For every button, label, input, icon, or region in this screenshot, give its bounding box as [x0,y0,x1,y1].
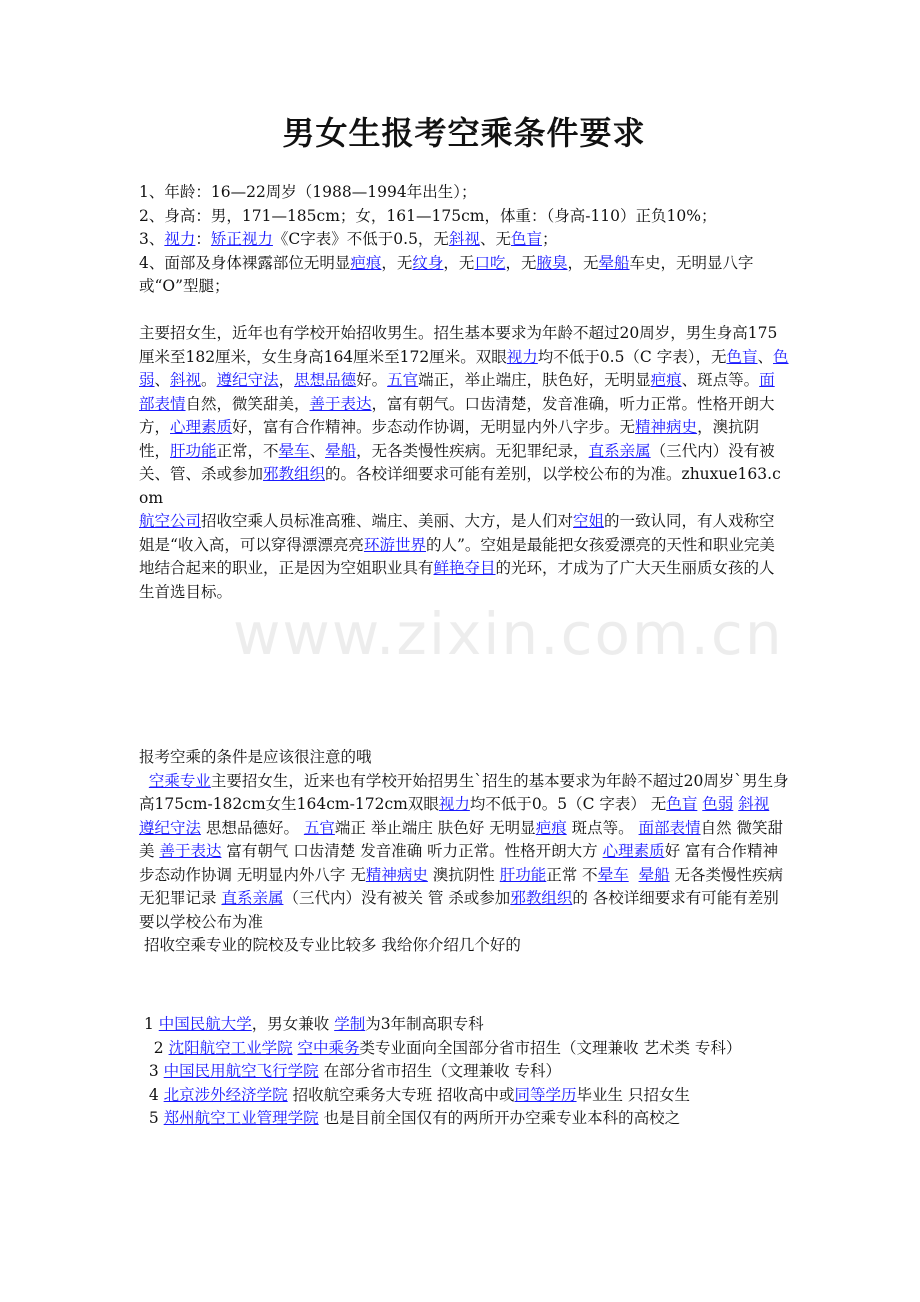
inline-link[interactable]: 直系亲属 [588,441,651,460]
inline-link[interactable]: 色弱 [139,347,789,389]
inline-link[interactable]: 色盲 [510,230,542,248]
text-run: 招收空乘人员标准高雅、端庄、美丽、大方，是人们对 [201,512,574,530]
text-run: 、 [757,347,774,366]
inline-link[interactable]: 纹身 [412,253,444,272]
text-run: 在部分省市招生（文理兼收 专科） [318,1062,562,1080]
text-run: ，无 [443,253,475,272]
inline-link[interactable]: 学制 [334,1015,366,1033]
text-run: 1 [139,1015,159,1033]
inline-link[interactable]: 空中乘务 [297,1038,360,1057]
text-run: 好，富有合作精神。步态动作协调，无明显内外八字步。无 [232,418,636,436]
inline-link[interactable]: 斜视 [738,795,770,813]
text-run: 好。 [356,371,388,389]
text-run: 的一致认同，有人戏称空姐是“收入高，可以穿得漂漂亮亮 [139,512,775,554]
inline-link[interactable]: 空乘专业 [148,771,211,790]
inline-link[interactable]: 遵纪守法 [216,371,279,389]
text-run: 4 [139,1085,164,1104]
inline-link[interactable]: 心理素质 [170,418,233,436]
text-run: 澳抗阴性 [427,865,500,884]
text-run: 。 [201,371,217,389]
inline-link[interactable]: 晕车 [597,865,629,884]
inline-link[interactable]: 肝功能 [170,441,217,460]
text-run: 为3年制高职专科 [365,1015,484,1033]
inline-link[interactable]: 视力 [438,795,470,813]
text-run: ，无 [381,253,413,272]
text-run: 、斑点等。 [681,371,760,389]
text-run: 的人”。空姐是最能把女孩爱漂亮的天性和职业完美地结合起来的职业，正是因为空姐职业具有 [139,535,775,577]
text-run [139,772,149,790]
inline-link[interactable]: 鲜艳夺目 [433,559,496,577]
text-run: ； [541,230,558,248]
requirement-item [139,205,789,229]
inline-link[interactable]: 斜视 [170,371,202,389]
text-run: 1、年龄：16—22周岁（1988—1994年出生）； [139,183,477,201]
inline-link[interactable]: 精神病史 [365,865,428,884]
paragraph-text [139,322,789,510]
text-run: ，男女兼收 [251,1015,335,1033]
text-run: 端正，举止端庄，肤色好，无明显 [418,371,651,389]
text-run: ，无 [505,253,537,272]
text-run: 3、 [139,230,165,248]
text-run: 无各类慢性疾病 无犯罪记录 [139,865,788,907]
inline-link[interactable]: 疤痕 [350,253,382,272]
paragraph-text: 招收空乘专业的院校及专业比较多 我给你介绍几个好的 [139,936,521,954]
inline-link[interactable]: 晕车 [278,441,310,460]
inline-link[interactable]: 晕船 [325,441,357,460]
paragraph-text [139,770,789,935]
inline-link[interactable]: 视力 [164,230,196,248]
text-run: ，富有朝气。口齿清楚，发音准确，听力正常。性格开朗大方， [139,394,775,436]
inline-link[interactable]: 空姐 [573,512,605,530]
text-run: 均不低于0。5（C 字表） 无 [469,795,667,813]
text-run: 类专业面向全国部分省市招生（文理兼收 艺术类 专科） [359,1038,742,1057]
text-run: 自然 微笑甜美 [139,818,784,860]
text-run: 端正 举止端庄 肤色好 无明显 [334,818,536,837]
text-run: 车史，无明显八字或“O”型腿； [139,253,754,295]
inline-link[interactable]: 视力 [506,347,538,366]
text-run [629,866,639,884]
inline-link[interactable]: 航空公司 [139,512,202,530]
inline-link[interactable]: 沈阳航空工业学院 [168,1038,293,1057]
text-run [769,795,774,813]
inline-link[interactable]: 面部表情 [638,818,701,837]
inline-link[interactable]: 肝功能 [499,865,547,884]
text-run: 、 [154,371,171,389]
text-run: 均不低于0.5（C 字表），无 [537,347,727,366]
requirements-list [139,181,789,299]
text-run: ，无 [567,253,599,272]
text-run: 好 富有合作精神 步态动作协调 无明显内外八字 无 [139,842,783,884]
text-run: ： [195,230,211,248]
inline-link[interactable]: 五官 [303,818,335,837]
inline-link[interactable]: 斜视 [448,230,480,248]
inline-link[interactable]: 晕船 [638,865,670,884]
text-run: 正常 不 [546,865,598,884]
text-run: 3 [139,1062,164,1080]
text-run: ， [278,371,295,389]
inline-link[interactable]: 中国民用航空飞行学院 [163,1062,319,1080]
requirement-item [139,181,789,205]
inline-link[interactable]: 直系亲属 [221,889,284,907]
inline-link[interactable]: 思想品德 [294,371,357,389]
inline-link[interactable]: 晕船 [598,253,630,272]
inline-link[interactable]: 矫正视力 [210,230,273,248]
text-run: 自然，微笑甜美， [185,394,310,413]
inline-link[interactable]: 善于表达 [159,842,222,860]
inline-link[interactable]: 口吃 [474,253,506,272]
text-run: ，无各类慢性疾病。无犯罪纪录， [356,441,589,460]
text-run: 富有朝气 口齿清楚 发音准确 听力正常。性格开朗大方 [221,842,603,860]
text-run: 思想品德好。 [201,818,304,837]
text-run: 毕业生 只招女生 [576,1085,690,1104]
inline-link[interactable]: 色盲 [726,347,758,366]
text-run: 正常，不 [216,441,279,460]
paragraph-general-requirements [139,322,789,604]
paragraph-text [139,510,789,604]
inline-link[interactable]: 同等学历 [514,1085,577,1104]
inline-link[interactable]: 善于表达 [309,394,372,413]
text-run: 5 [139,1109,164,1127]
text-run: 2 [139,1038,169,1057]
text-run: 2、身高：男，171—185cm；女，161—175cm，体重：（身高-110）正负10%； [139,206,717,225]
text-run: 也是目前全国仅有的两所开办空乘专业本科的高校之 [318,1109,681,1127]
school-item [139,1084,789,1108]
inline-link[interactable]: 环游世界 [363,535,426,554]
inline-link[interactable]: 邪教组织 [510,889,573,907]
text-run: 的光环，才成为了广大天生丽质女孩的人生首选目标。 [139,559,775,601]
inline-link[interactable]: 疤痕 [650,371,682,389]
inline-link[interactable]: 五官 [387,371,419,389]
inline-link[interactable]: 色盲 [666,795,698,813]
inline-link[interactable]: 遵纪守法 [139,818,202,837]
school-item [139,1107,789,1131]
section-2 [139,746,789,958]
school-item [139,1037,789,1061]
text-run: 招收航空乘务大专班 招收高中或 [287,1085,515,1104]
inline-link[interactable]: 中国民航大学 [158,1015,252,1033]
inline-link[interactable]: 精神病史 [635,418,698,436]
school-item [139,1013,789,1037]
text-run: 、 [309,441,326,460]
page-title: 男女生报考空乘条件要求 [282,114,646,152]
text-run: 主要招女生，近年也有学校开始招收男生。招生基本要求为年龄不超过20周岁，男生身高175厘米至182厘米，女生身高164厘米至172厘米。双眼 [139,324,778,366]
inline-link[interactable]: 心理素质 [602,842,665,860]
watermark: www.zixin.com.cn [233,600,784,668]
requirement-item [139,228,789,252]
text-run: 的 各校详细要求有可能有差别 要以学校公布为准 [139,889,784,931]
inline-link[interactable]: 北京涉外经济学院 [163,1085,288,1104]
text-run: 的。各校详细要求可能有差别，以学校公布的为准。zhuxue163.com [139,465,781,507]
inline-link[interactable]: 邪教组织 [263,465,326,483]
requirement-item [139,252,789,299]
text-run: 4、面部及身体裸露部位无明显 [139,253,351,272]
text-run: 《C字表》不低于0.5，无 [272,230,449,248]
text-run: 斑点等。 [566,818,639,837]
text-run: （三代内）没有被关、管、杀或参加 [139,441,775,483]
inline-link[interactable]: 色弱 [702,795,734,813]
text-run: 主要招女生，近来也有学校开始招男生`招生的基本要求为年龄不超过20周岁`男生身高175cm-182cm女生164cm-172cm双眼 [139,771,789,813]
inline-link[interactable]: 面部表情 [139,371,775,413]
school-item [139,1060,789,1084]
inline-link[interactable]: 郑州航空工业管理学院 [163,1109,319,1127]
text-run: 、无 [479,230,511,248]
text-run: （三代内）没有被关 管 杀或参加 [283,889,511,907]
school-list [139,1013,789,1131]
section-heading: 报考空乘的条件是应该很注意的哦 [139,748,372,766]
text-run: ，澳抗阴性， [139,418,760,460]
inline-link[interactable]: 腋臭 [536,253,568,272]
inline-link[interactable]: 疤痕 [535,818,567,837]
